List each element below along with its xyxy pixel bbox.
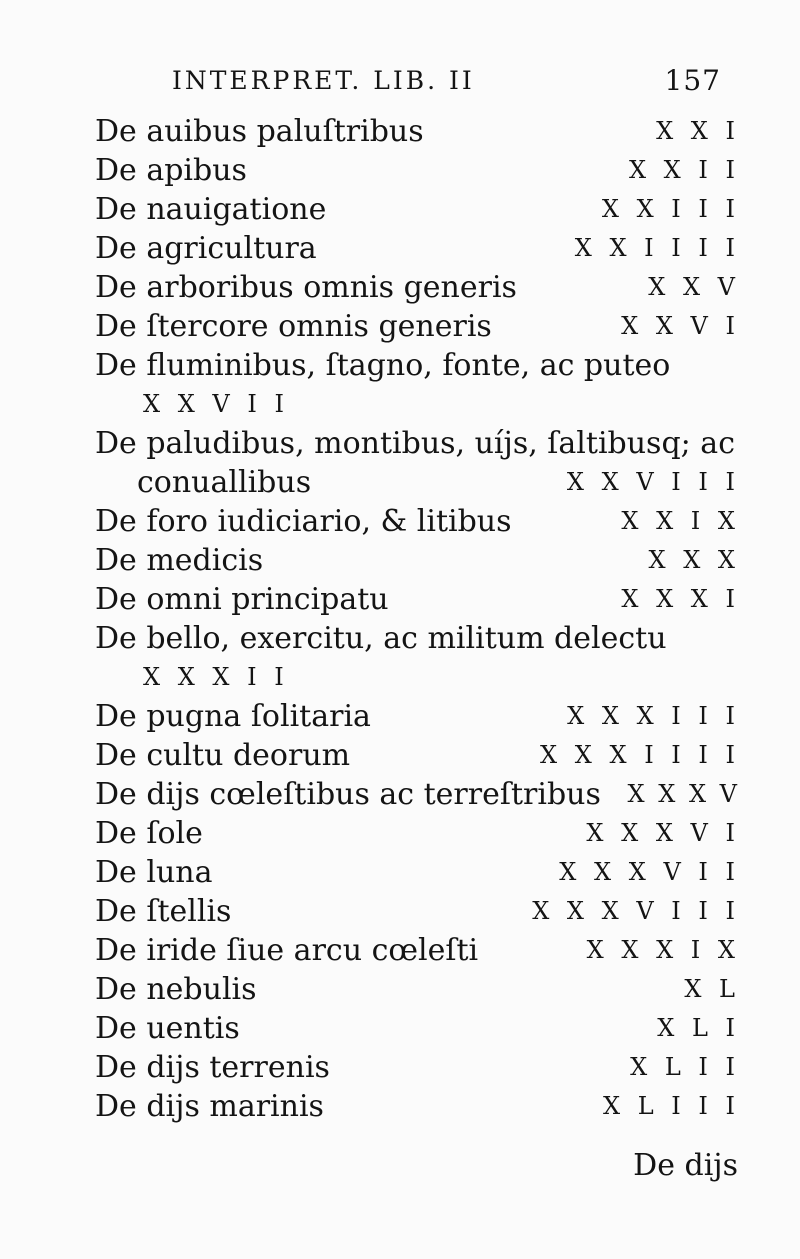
- entry-title: De agricultura: [95, 231, 317, 266]
- entry-title: De ſtellis: [95, 894, 232, 929]
- toc-entry: [95, 151, 740, 190]
- entry-title: conuallibus: [137, 465, 312, 500]
- entry-numeral: X X I I I I: [574, 234, 740, 262]
- toc-entry: [95, 346, 740, 385]
- entry-title: De pugna ſolitaria: [95, 699, 371, 734]
- toc-entry: [95, 1087, 740, 1126]
- entry-numeral: X X X V I: [586, 819, 740, 847]
- running-head: [172, 62, 747, 98]
- entry-numeral: X L I I I: [603, 1092, 740, 1120]
- toc-entry: [95, 112, 740, 151]
- page-number: 157: [664, 64, 721, 97]
- entry-numeral: X X X I I: [143, 663, 289, 691]
- toc-entry: [95, 736, 740, 775]
- toc-entry: [95, 892, 740, 931]
- toc-entry: [95, 853, 740, 892]
- entry-title: De ſole: [95, 816, 203, 851]
- entry-numeral: X X I I I: [601, 195, 740, 223]
- toc-entry: [95, 541, 740, 580]
- entry-numeral: X X X V I I I: [532, 897, 740, 925]
- toc-entry: [95, 970, 740, 1009]
- toc-entry: [95, 268, 740, 307]
- toc-entry: [95, 580, 740, 619]
- entry-title: De paludibus, montibus, uíjs, ſaltibusq; ac: [95, 426, 735, 461]
- entry-title: De apibus: [95, 153, 247, 188]
- entry-title: De uentis: [95, 1011, 240, 1046]
- toc-entry: [95, 697, 740, 736]
- entry-title: De dijs cœleſtibus ac terreſtribus: [95, 777, 601, 812]
- entry-title: De nauigatione: [95, 192, 327, 227]
- toc-entry: [95, 502, 740, 541]
- entry-title: De fluminibus, ſtagno, fonte, ac puteo: [95, 348, 671, 383]
- entry-numeral: X X I: [656, 117, 740, 145]
- entry-title: De arboribus omnis generis: [95, 270, 517, 305]
- entry-numeral: X L I: [657, 1014, 740, 1042]
- toc-entry: [95, 190, 740, 229]
- toc-entry-continuation: [95, 463, 740, 502]
- entry-title: De ſtercore omnis generis: [95, 309, 492, 344]
- toc-entry: [95, 307, 740, 346]
- entry-title: De dijs terrenis: [95, 1050, 330, 1085]
- entry-numeral: X X X V: [627, 780, 740, 808]
- entry-title: De iride ſiue arcu cœleſti: [95, 933, 479, 968]
- entry-title: De cultu deorum: [95, 738, 351, 773]
- entry-numeral: X X V I I: [143, 390, 289, 418]
- toc-entry-continuation: [95, 658, 740, 697]
- entry-title: De medicis: [95, 543, 264, 578]
- entry-numeral: X X X I I I I: [540, 741, 740, 769]
- toc-entry: [95, 775, 740, 814]
- entry-title: De luna: [95, 855, 213, 890]
- entry-title: De nebulis: [95, 972, 257, 1007]
- toc-entry: [95, 931, 740, 970]
- entry-numeral: X X V I: [621, 312, 740, 340]
- entry-title: De foro iudiciario, & litibus: [95, 504, 512, 539]
- entry-numeral: X L I I: [630, 1053, 740, 1081]
- toc-entry: [95, 619, 740, 658]
- catchword: De dijs: [633, 1148, 738, 1183]
- toc-entry: [95, 1009, 740, 1048]
- entry-numeral: X X X V I I: [559, 858, 740, 886]
- entry-title: De dijs marinis: [95, 1089, 324, 1124]
- entry-title: De auibus paluſtribus: [95, 114, 424, 149]
- entry-numeral: X X I I: [628, 156, 740, 184]
- entry-title: De bello, exercitu, ac militum delectu: [95, 621, 667, 656]
- entry-numeral: X X I X: [621, 507, 740, 535]
- entry-numeral: X X X: [648, 546, 740, 574]
- entry-numeral: X X X I: [621, 585, 740, 613]
- entry-numeral: X X V I I I: [566, 468, 740, 496]
- entry-numeral: X X V: [648, 273, 740, 301]
- toc-entry: [95, 814, 740, 853]
- entry-numeral: X X X I I I: [567, 702, 740, 730]
- entry-title: De omni principatu: [95, 582, 389, 617]
- entry-numeral: X L: [684, 975, 740, 1003]
- running-title: INTERPRET. LIB. II: [172, 66, 475, 95]
- toc-entry: [95, 424, 740, 463]
- entry-numeral: X X X I X: [586, 936, 740, 964]
- toc-entry: [95, 1048, 740, 1087]
- toc-entry-continuation: [95, 385, 740, 424]
- toc-entry: [95, 229, 740, 268]
- table-of-contents: [95, 112, 740, 1126]
